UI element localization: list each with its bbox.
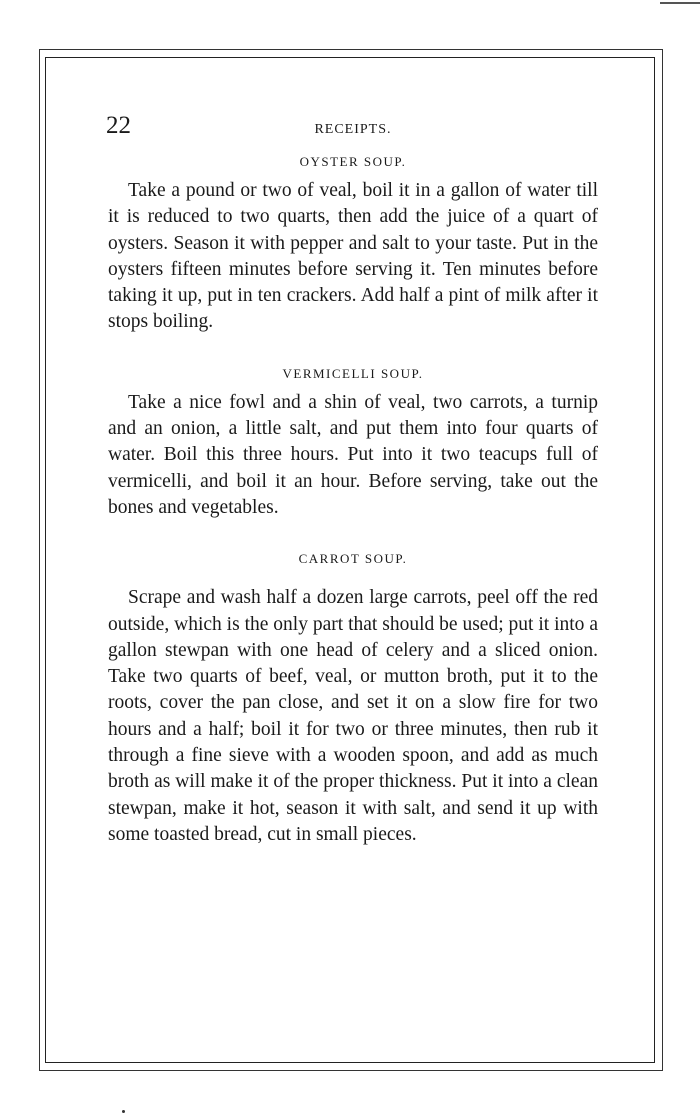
recipe-paragraph: Take a pound or two of veal, boil it in a gallon of water till it is reduced to two quarts, then add the juice of a quart of oysters. Season it with pepper and salt to your taste. Put in the oysters fifteen minutes before serving it. Ten minutes before taking it up, put in ten crackers. Add half a pint of milk after it stops boiling. xyxy=(108,180,598,333)
recipe-paragraph: Scrape and wash half a dozen large carrots, peel off the red outside, which is the only part that should be used; put it into a gallon stewpan with one head of celery and a sliced onion. Take two quarts of beef, veal, or mutton broth, put it to the roots, cover the pan close, and set it on a slow fire for two hours and a half; boil it for two or three minutes, then rub it through a fine sieve with a wooden spoon, and add as much broth as will make it of the proper thickness. Put it into a clean stewpan, make it hot, season it with salt, and send it up with some toasted bread, cut in small pieces. xyxy=(108,587,598,845)
recipe-heading: OYSTER SOUP. xyxy=(299,154,407,169)
running-title: RECEIPTS. xyxy=(314,122,392,137)
page-text-block xyxy=(108,112,598,848)
recipe-heading: VERMICELLI SOUP. xyxy=(282,365,424,381)
recipe-heading: CARROT SOUP. xyxy=(298,551,408,567)
recipe-carrot-soup xyxy=(108,551,598,848)
print-speck xyxy=(122,1110,125,1113)
running-head xyxy=(108,112,598,146)
page-number: 22 xyxy=(106,112,131,139)
recipe-oyster-soup xyxy=(108,154,598,336)
recipe-paragraph: Take a nice fowl and a shin of veal, two carrots, a turnip and an onion, a little salt, and put them into four quarts of water. Boil this three hours. Put into it two teacups full of vermicelli, and boil it an hour. Before serving, take out the bones and vegetables. xyxy=(108,391,598,518)
page-edge-mark xyxy=(660,2,700,4)
recipe-vermicelli-soup xyxy=(108,366,598,521)
